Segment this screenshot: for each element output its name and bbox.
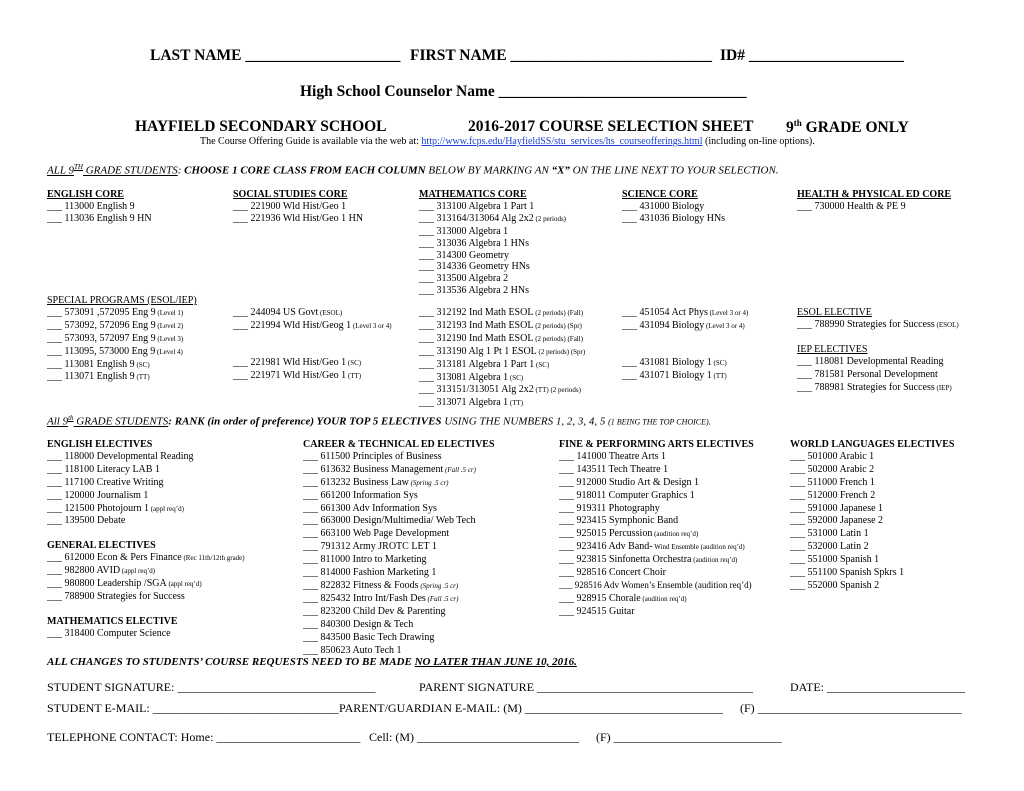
course-note: (audition req’d) bbox=[691, 556, 738, 565]
course-option[interactable] bbox=[233, 370, 392, 383]
course-option[interactable] bbox=[47, 371, 197, 384]
counselor-name-field[interactable]: High School Counselor Name ________________________________ bbox=[300, 83, 747, 100]
course-note: (Level 3 or 4) bbox=[351, 321, 392, 330]
course-note: (appl req’d) bbox=[148, 504, 184, 513]
course-note: (2 periods) (Fall) bbox=[533, 334, 584, 343]
core-instr-b: GRADE STUDENTS bbox=[82, 164, 178, 177]
course-option[interactable] bbox=[419, 320, 585, 333]
course-text: ___ 511000 French 1 bbox=[790, 476, 875, 488]
course-text: ___ 552000 Spanish 2 bbox=[790, 579, 880, 591]
course-text: ___ 591000 Japanese 1 bbox=[790, 502, 884, 514]
course-option[interactable] bbox=[47, 464, 245, 477]
iep-electives-title: IEP ELECTIVES bbox=[797, 343, 868, 355]
course-text: ___ 661300 Adv Information Sys bbox=[303, 502, 437, 514]
course-text: ___ 313181 Algebra 1 Part 1 bbox=[419, 358, 535, 370]
course-text: ___ 431094 Biology bbox=[622, 319, 705, 331]
course-option[interactable] bbox=[419, 397, 585, 410]
spacer bbox=[233, 345, 392, 357]
course-option[interactable] bbox=[790, 515, 954, 528]
last-name-field[interactable]: LAST NAME ____________________ bbox=[150, 47, 401, 64]
course-text: ___ 221981 Wld Hist/Geo 1 bbox=[233, 356, 347, 368]
course-option[interactable] bbox=[47, 565, 245, 578]
course-note: (SC) bbox=[711, 358, 727, 367]
core-instr-sup: TH bbox=[74, 163, 83, 171]
course-text: ___ 118000 Developmental Reading bbox=[47, 450, 194, 462]
course-note: (ESOL) bbox=[318, 309, 343, 317]
course-text: ___ 814000 Fashion Marketing 1 bbox=[303, 567, 437, 579]
special-english-column bbox=[47, 295, 197, 384]
course-option[interactable] bbox=[559, 606, 754, 619]
course-text: ___ 531000 Latin 1 bbox=[790, 528, 869, 540]
course-text: ___ 611500 Principles of Business bbox=[303, 450, 442, 462]
course-note: (audition req’d) bbox=[652, 530, 699, 539]
course-text: ___ 244094 US Govt bbox=[233, 307, 319, 318]
course-note: (Level 3 or 4) bbox=[707, 309, 749, 317]
cell-father-field[interactable]: (F) ____________________________ bbox=[596, 730, 782, 744]
course-note: (SC) bbox=[346, 358, 362, 367]
course-text: ___ 573091 ,572095 Eng 9 bbox=[47, 306, 156, 318]
course-text: ___ 781581 Personal Development bbox=[797, 368, 938, 380]
course-text: ___ 551000 Spanish 1 bbox=[790, 554, 880, 566]
guide-suffix: (including on-line options). bbox=[702, 136, 815, 147]
course-option[interactable] bbox=[47, 490, 245, 503]
course-option[interactable] bbox=[797, 382, 959, 395]
course-text: ___ 613632 Business Management bbox=[303, 463, 444, 475]
guide-notice bbox=[200, 136, 815, 147]
course-option[interactable] bbox=[303, 515, 495, 528]
course-note: (TT) bbox=[134, 373, 150, 382]
english-electives-column bbox=[47, 439, 245, 641]
course-text: ___ 850623 Auto Tech 1 bbox=[303, 644, 402, 656]
date-field[interactable]: DATE: _______________________ bbox=[790, 680, 965, 694]
course-text: ___ 141000 Theatre Arts 1 bbox=[559, 450, 667, 462]
course-option[interactable] bbox=[790, 554, 954, 567]
course-text: ___ 663100 Web Page Development bbox=[303, 528, 450, 540]
course-text: ___ 118100 Literacy LAB 1 bbox=[47, 463, 160, 475]
course-text: ___ 312193 Ind Math ESOL bbox=[419, 319, 534, 331]
course-note: (Level 2) bbox=[155, 321, 184, 330]
grade-label bbox=[786, 118, 909, 137]
course-text: ___ 431071 Biology 1 bbox=[622, 369, 712, 381]
parent-email-father-field[interactable]: (F) __________________________________ bbox=[740, 701, 962, 715]
course-text: ___ 661200 Information Sys bbox=[303, 489, 418, 501]
course-note: (Spring .5 cr) bbox=[418, 581, 459, 590]
health-core-title: HEALTH & PHYSICAL ED CORE bbox=[797, 189, 952, 200]
student-signature-field[interactable]: STUDENT SIGNATURE: _________________________________ bbox=[47, 680, 376, 694]
cell-mother-field[interactable]: Cell: (M) ___________________________ bbox=[369, 730, 579, 744]
deadline-notice bbox=[47, 656, 577, 668]
course-text: ___ 312192 Ind Math ESOL bbox=[419, 307, 534, 318]
math-core-title: MATHEMATICS CORE bbox=[419, 189, 527, 200]
course-option[interactable] bbox=[47, 451, 245, 464]
course-option[interactable] bbox=[797, 319, 959, 332]
elective-instr-sup: th bbox=[68, 414, 74, 422]
course-option[interactable] bbox=[622, 307, 748, 320]
course-option[interactable] bbox=[233, 357, 392, 370]
course-note: (TT) (2 periods) bbox=[533, 386, 581, 395]
esol-elective-title: ESOL ELECTIVE bbox=[797, 307, 872, 318]
course-option[interactable] bbox=[790, 451, 954, 464]
course-text: ___ 924515 Guitar bbox=[559, 605, 635, 617]
course-text: ___ 551100 Spanish Spkrs 1 bbox=[790, 567, 905, 579]
course-option[interactable]: ___ 113036 English 9 HN bbox=[47, 212, 152, 224]
course-option[interactable]: ___ 221900 Wld Hist/Geo 1 bbox=[233, 200, 347, 212]
course-text: ___ 143511 Tech Theatre 1 bbox=[559, 463, 669, 475]
special-social-column bbox=[233, 307, 392, 383]
course-text: ___ 313190 Alg 1 Pt 1 ESOL bbox=[419, 345, 537, 357]
course-text: ___ 840300 Design & Tech bbox=[303, 618, 414, 630]
elective-instr-small: (1 BEING THE TOP CHOICE). bbox=[608, 417, 711, 427]
english-electives-title: ENGLISH ELECTIVES bbox=[47, 439, 153, 450]
course-option[interactable] bbox=[790, 490, 954, 503]
course-text: ___ 118081 Developmental Reading bbox=[797, 355, 944, 367]
course-text: ___ 925015 Percussion bbox=[559, 528, 653, 540]
course-text: ___ 502000 Arabic 2 bbox=[790, 463, 875, 475]
core-instr-d: BELOW BY MARKING AN bbox=[425, 164, 552, 177]
course-note: (SC) bbox=[508, 373, 524, 382]
course-text: ___ 113071 English 9 bbox=[47, 371, 135, 383]
course-text: ___ 313071 Algebra 1 bbox=[419, 397, 509, 409]
course-option[interactable] bbox=[303, 580, 495, 593]
course-option[interactable] bbox=[47, 333, 197, 346]
course-text: ___ 788981 Strategies for Success bbox=[797, 381, 935, 393]
grade-suffix: th bbox=[793, 118, 802, 128]
core-instr-bold: CHOOSE 1 CORE CLASS FROM EACH COLUMN bbox=[184, 164, 426, 177]
course-note: (Fall .5 cr) bbox=[443, 465, 476, 474]
course-text: ___ 592000 Japanese 2 bbox=[790, 515, 884, 527]
math-core-column bbox=[419, 189, 566, 297]
course-option[interactable] bbox=[303, 464, 495, 477]
course-option[interactable] bbox=[47, 552, 245, 565]
course-text: ___ 313151/313051 Alg 2x2 bbox=[419, 384, 534, 396]
course-text: ___ 451054 Act Phys bbox=[622, 307, 708, 318]
course-option[interactable] bbox=[419, 213, 566, 226]
course-option[interactable] bbox=[419, 372, 585, 385]
course-option[interactable] bbox=[233, 320, 392, 333]
course-note: (IEP) bbox=[934, 383, 952, 392]
social-core-title: SOCIAL STUDIES CORE bbox=[233, 189, 348, 200]
course-text: ___ 912000 Studio Art & Design 1 bbox=[559, 476, 700, 488]
course-text: ___ 113081 English 9 bbox=[47, 358, 135, 370]
cte-electives-title: CAREER & TECHNICAL ED ELECTIVES bbox=[303, 439, 495, 450]
course-note: (TT) bbox=[711, 371, 727, 380]
course-option[interactable] bbox=[622, 357, 748, 370]
course-option[interactable] bbox=[559, 515, 754, 528]
course-option[interactable] bbox=[622, 320, 748, 333]
course-text: ___ 663000 Design/Multimedia/ Web Tech bbox=[303, 515, 476, 527]
course-option[interactable] bbox=[790, 580, 954, 593]
health-core-column bbox=[797, 189, 951, 213]
course-text: ___ 512000 French 2 bbox=[790, 489, 876, 501]
course-text: ___ 923416 Adv Band- bbox=[559, 541, 653, 553]
course-option[interactable] bbox=[559, 477, 754, 490]
course-text: ___ 573092, 572096 Eng 9 bbox=[47, 319, 156, 331]
course-option[interactable] bbox=[47, 346, 197, 359]
course-text: ___ 221971 Wld Hist/Geo 1 bbox=[233, 369, 347, 381]
course-option[interactable] bbox=[303, 606, 495, 619]
course-note: (TT) bbox=[346, 371, 362, 380]
course-option[interactable] bbox=[303, 528, 495, 541]
special-programs-title: SPECIAL PROGRAMS (ESOL/IEP) bbox=[47, 295, 197, 306]
course-option[interactable] bbox=[622, 370, 748, 383]
elective-instr-bold: : RANK (in order of preference) YOUR TOP 5 ELECTIVES bbox=[168, 415, 442, 428]
course-option[interactable]: ___ 730000 Health & PE 9 bbox=[797, 200, 906, 212]
course-text: ___ 312190 Ind Math ESOL bbox=[419, 332, 534, 344]
languages-electives-title: WORLD LANGUAGES ELECTIVES bbox=[790, 439, 955, 450]
student-email-field[interactable]: STUDENT E-MAIL: _______________________________ bbox=[47, 701, 339, 715]
course-text: ___ 501000 Arabic 1 bbox=[790, 450, 875, 462]
arts-electives-title: FINE & PERFORMING ARTS ELECTIVES bbox=[559, 439, 754, 450]
course-option[interactable] bbox=[559, 451, 754, 464]
course-text: ___ 221994 Wld Hist/Geog 1 bbox=[233, 319, 352, 331]
course-option[interactable] bbox=[790, 567, 954, 580]
course-option[interactable] bbox=[790, 464, 954, 477]
course-option[interactable] bbox=[47, 320, 197, 333]
course-option[interactable] bbox=[559, 490, 754, 503]
sheet-title: 2016-2017 COURSE SELECTION SHEET bbox=[468, 118, 754, 135]
course-text: ___ 923415 Symphonic Band bbox=[559, 515, 679, 527]
course-option[interactable] bbox=[797, 369, 959, 382]
course-option[interactable] bbox=[47, 359, 197, 372]
course-note: (2 periods) bbox=[533, 214, 567, 223]
course-text: ___ 822832 Fitness & Foods bbox=[303, 579, 419, 591]
course-option[interactable] bbox=[559, 567, 754, 580]
grade-only-label: GRADE ONLY bbox=[801, 119, 909, 137]
course-option[interactable] bbox=[419, 384, 585, 397]
spacer bbox=[797, 332, 959, 344]
course-note: (appl req’d) bbox=[120, 567, 156, 576]
course-note: (SC) bbox=[534, 360, 550, 369]
course-option[interactable] bbox=[233, 307, 392, 320]
special-science-column bbox=[622, 307, 748, 383]
course-option[interactable] bbox=[559, 541, 754, 554]
course-note: (audition req’d) bbox=[640, 594, 687, 603]
course-option[interactable] bbox=[559, 554, 754, 567]
spacer bbox=[622, 345, 748, 357]
guide-prefix: The Course Offering Guide is available via the web at: bbox=[200, 136, 422, 147]
course-text: ___ 788990 Strategies for Success bbox=[797, 318, 935, 330]
school-name: HAYFIELD SECONDARY SCHOOL bbox=[135, 118, 387, 135]
course-text: ___ 811000 Intro to Marketing bbox=[303, 554, 427, 566]
parent-email-mother-field[interactable]: PARENT/GUARDIAN E-MAIL: (M) _________________________________ bbox=[339, 701, 723, 715]
course-option[interactable] bbox=[303, 632, 495, 645]
parent-signature-field[interactable]: PARENT SIGNATURE ____________________________________ bbox=[419, 680, 754, 694]
course-option[interactable] bbox=[559, 593, 754, 606]
course-text: ___ 928516 Concert Choir bbox=[559, 567, 666, 579]
science-core-column bbox=[622, 189, 725, 225]
course-option[interactable] bbox=[303, 554, 495, 567]
course-note: (Fall .5 cr) bbox=[425, 594, 459, 603]
course-note: (2 periods) (Fall) bbox=[533, 309, 584, 317]
course-option[interactable] bbox=[47, 578, 245, 591]
course-option[interactable] bbox=[797, 356, 959, 369]
course-option[interactable] bbox=[790, 528, 954, 541]
course-text: ___ 613232 Business Law bbox=[303, 476, 409, 488]
cte-electives-column bbox=[303, 439, 495, 657]
course-text: ___ 788900 Strategies for Success bbox=[47, 590, 185, 602]
science-core-title: SCIENCE CORE bbox=[622, 189, 698, 200]
course-note: (2 periods) (Spr) bbox=[533, 321, 582, 330]
course-option[interactable] bbox=[559, 580, 754, 593]
course-text: ___ 919311 Photography bbox=[559, 502, 660, 514]
course-option[interactable] bbox=[419, 307, 585, 320]
course-option[interactable]: ___ 313536 Algebra 2 HNs bbox=[419, 285, 529, 297]
course-option[interactable] bbox=[303, 593, 495, 606]
elective-instruction bbox=[47, 414, 711, 428]
course-option[interactable] bbox=[419, 359, 585, 372]
course-option[interactable] bbox=[419, 333, 585, 346]
course-text: ___ 791312 Army JROTC LET 1 bbox=[303, 541, 437, 553]
course-note: (appl req’d) bbox=[166, 580, 202, 589]
course-option[interactable]: ___ 313036 Algebra 1 HNs bbox=[419, 237, 529, 249]
course-note: (Level 1) bbox=[155, 308, 184, 317]
social-studies-core-column bbox=[233, 189, 363, 225]
course-option[interactable] bbox=[47, 477, 245, 490]
course-note: (Level 3 or 4) bbox=[704, 321, 745, 330]
course-option[interactable]: ___ 431036 Biology HNs bbox=[622, 212, 726, 224]
arts-electives-column bbox=[559, 439, 754, 619]
course-note: (2 periods) (Spr) bbox=[536, 347, 586, 356]
course-option[interactable] bbox=[790, 477, 954, 490]
course-option[interactable]: ___ 221936 Wld Hist/Geo 1 HN bbox=[233, 212, 364, 224]
course-text: ___ 612000 Econ & Pers Finance bbox=[47, 552, 182, 564]
english-core-title: ENGLISH CORE bbox=[47, 189, 124, 200]
course-text: ___ 139500 Debate bbox=[47, 515, 126, 527]
home-phone-field[interactable]: TELEPHONE CONTACT: Home: ________________________ bbox=[47, 730, 361, 744]
course-option[interactable]: ___ 113000 English 9 bbox=[47, 200, 135, 212]
course-option[interactable]: ___ 313500 Algebra 2 bbox=[419, 273, 509, 285]
course-option[interactable] bbox=[790, 503, 954, 516]
course-option[interactable]: ___ 314336 Geometry HNs bbox=[419, 261, 530, 273]
course-option[interactable] bbox=[47, 628, 245, 641]
course-note: Wind Ensemble (audition req’d) bbox=[652, 543, 745, 552]
course-text: ___ 120000 Journalism 1 bbox=[47, 489, 149, 501]
course-option[interactable] bbox=[790, 541, 954, 554]
course-text: ___ 431081 Biology 1 bbox=[622, 356, 712, 368]
elective-instr-c: USING THE NUMBERS 1, 2, 3, 4, 5 bbox=[441, 415, 609, 428]
course-text: ___ 923815 Sinfonetta Orchestra bbox=[559, 554, 692, 566]
english-core-column bbox=[47, 189, 152, 225]
course-note: (Spring .5 cr) bbox=[408, 478, 449, 487]
course-note: (Level 3) bbox=[155, 334, 184, 343]
course-text: ___ 318400 Computer Science bbox=[47, 627, 171, 639]
course-text: ___ 982800 AVID bbox=[47, 565, 121, 577]
core-instr-c: : bbox=[177, 164, 185, 177]
course-option[interactable] bbox=[303, 451, 495, 464]
spacer bbox=[622, 333, 748, 345]
course-text: ___ 918011 Computer Graphics 1 bbox=[559, 489, 695, 501]
course-option[interactable] bbox=[559, 503, 754, 516]
course-option[interactable] bbox=[303, 503, 495, 516]
core-instruction bbox=[47, 163, 779, 177]
course-text: ___ 313164/313064 Alg 2x2 bbox=[419, 212, 534, 224]
course-option[interactable] bbox=[303, 541, 495, 554]
languages-electives-column bbox=[790, 439, 954, 593]
course-text: ___ 573093, 572097 Eng 9 bbox=[47, 332, 156, 344]
esol-iep-column bbox=[797, 307, 959, 394]
deadline-date: NO LATER THAN JUNE 10, 2016. bbox=[414, 656, 577, 668]
course-note: (ESOL) bbox=[934, 320, 959, 329]
guide-link[interactable]: http://www.fcps.edu/HayfieldSS/stu_services/hs_courseofferings.html bbox=[421, 136, 703, 147]
course-text: ___ 825432 Intro Int/Fash Des bbox=[303, 592, 426, 604]
course-option[interactable]: ___ 313100 Algebra 1 Part 1 bbox=[419, 200, 535, 212]
core-instr-a: ALL 9 bbox=[47, 164, 75, 177]
core-instr-x: “X” bbox=[551, 164, 570, 177]
elective-instr-a: All 9 bbox=[47, 415, 69, 428]
course-option[interactable] bbox=[419, 346, 585, 359]
course-text: ___ 928915 Chorale bbox=[559, 592, 641, 604]
course-text: ___ 823200 Child Dev & Parenting bbox=[303, 605, 446, 617]
course-option[interactable]: ___ 313000 Algebra 1 bbox=[419, 225, 509, 237]
course-option[interactable] bbox=[47, 515, 245, 528]
course-option[interactable] bbox=[559, 528, 754, 541]
course-option[interactable] bbox=[303, 619, 495, 632]
course-option[interactable] bbox=[303, 477, 495, 490]
deadline-text: ALL CHANGES TO STUDENTS’ COURSE REQUESTS NEED TO BE MADE bbox=[47, 656, 415, 668]
course-text: ___ 113095, 573000 Eng 9 bbox=[47, 345, 156, 357]
course-option[interactable]: ___ 314300 Geometry bbox=[419, 249, 509, 261]
course-text: ___ 980800 Leadership /SGA bbox=[47, 578, 167, 590]
course-text: ___ 532000 Latin 2 bbox=[790, 541, 869, 553]
course-option[interactable] bbox=[559, 464, 754, 477]
math-elective-title: MATHEMATICS ELECTIVE bbox=[47, 615, 178, 627]
first-name-field[interactable]: FIRST NAME __________________________ bbox=[410, 47, 712, 64]
course-text: ___ 313081 Algebra 1 bbox=[419, 371, 509, 383]
course-option[interactable] bbox=[47, 307, 197, 320]
course-note: (TT) bbox=[508, 399, 524, 408]
general-electives-title: GENERAL ELECTIVES bbox=[47, 540, 156, 552]
course-note: (Level 4) bbox=[155, 347, 183, 356]
course-option[interactable]: ___ 431000 Biology bbox=[622, 200, 705, 212]
course-text: ___ 117100 Creative Writing bbox=[47, 476, 164, 488]
id-field[interactable]: ID# ____________________ bbox=[720, 47, 904, 64]
course-text: ___ 843500 Basic Tech Drawing bbox=[303, 631, 435, 643]
spacer bbox=[233, 333, 392, 345]
core-instr-e: ON THE LINE NEXT TO YOUR SELECTION. bbox=[569, 164, 779, 177]
course-option[interactable] bbox=[303, 490, 495, 503]
grade-number: 9 bbox=[786, 119, 794, 137]
elective-instr-b: GRADE STUDENTS bbox=[73, 415, 169, 428]
course-option[interactable] bbox=[47, 591, 245, 604]
course-option[interactable] bbox=[47, 503, 245, 516]
course-option[interactable] bbox=[303, 567, 495, 580]
course-text: ___ 928516 Adv Women’s Ensemble (audition req’d) bbox=[559, 579, 752, 590]
course-text: ___ 121500 Photojourn 1 bbox=[47, 502, 149, 514]
course-note: (Rec 11th/12th grade) bbox=[181, 554, 245, 563]
course-note: (SC) bbox=[134, 360, 150, 369]
special-math-column bbox=[419, 307, 585, 410]
